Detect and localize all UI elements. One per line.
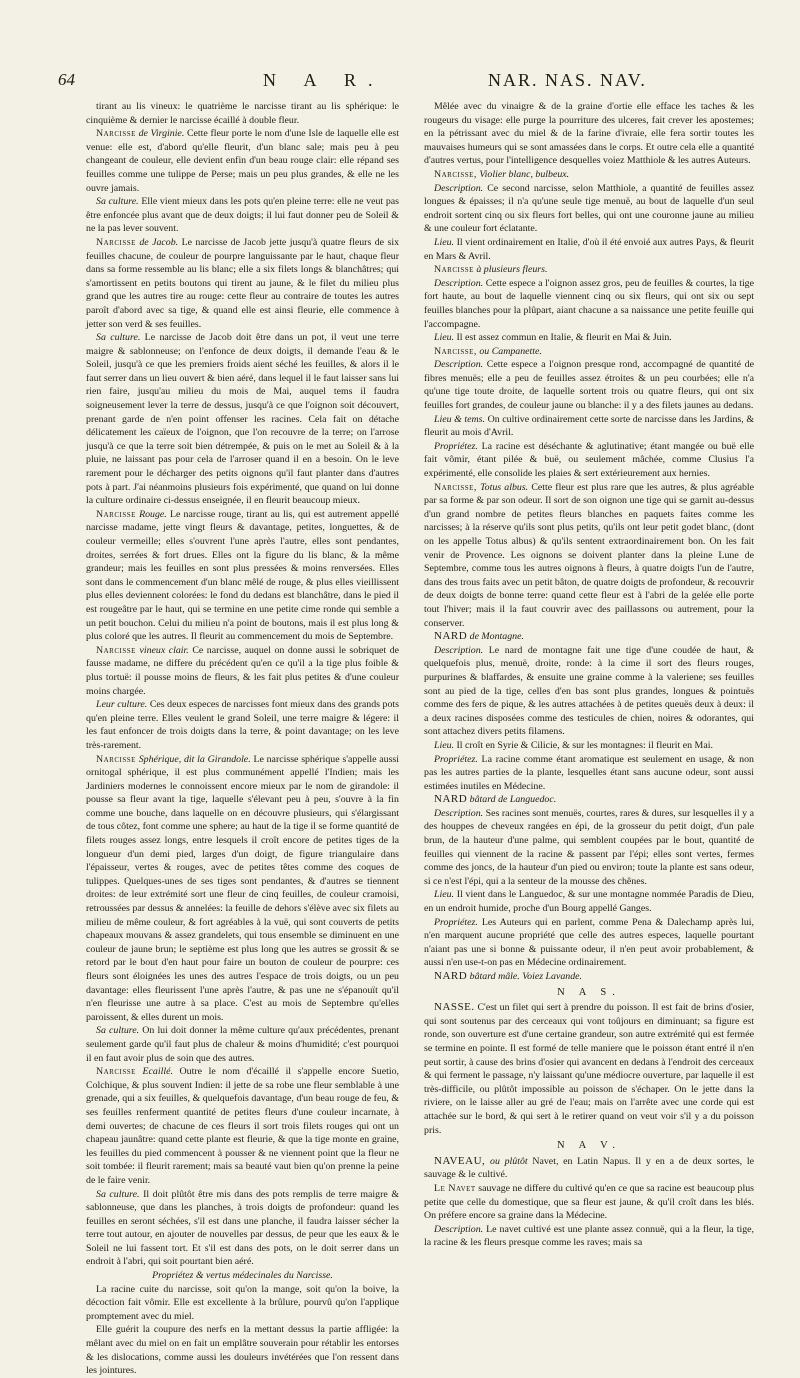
entry-qualifier: de Jacob. xyxy=(139,236,179,248)
paragraph xyxy=(424,440,754,481)
paragraph-text: Le narcisse rouge, tirant au lis, qui est autrement appellé narcisse madame, jette vingt fleurs & davantage, petites, longuettes, & de couleur vermeille; elles s'ouvrent l'une après l'autre, elles sont pendantes, droites, serrées & fort drues. Elles ont la figure du lis blanc, & la même grandeur; mais les feuilles en sont plus pressées & moins renversées. Elles sont dans le commencement d'un blanc mêlé de rouge, & plus elles vieillissent plus elles deviennent colorées: le fond du dedans est blanchâtre, dans le pied il est rougeâtre par le haut, qui se termine en une petite cime ronde qui semble a un petit bouchon. Celui du milieu n'a point de boutons, mais il est plus long & plus coloré que les autres. Il fleurit au commencement du mois de Septembre. xyxy=(86,508,400,643)
paragraph-text: Mêlée avec du vinaigre & de la graine d'ortie elle efface les taches & les rougeurs du visage: elle purge la pourriture des ulceres, fait crever les apostemes; en la pétrissant avec du miel & de la farine d'ivraie, elle fera sortir toutes les mauvaises humeurs qui se sont amassées dans le corps. Et outre cela elle a quantité d'autres vertus, pour l'intelligence desquelles voiez Matthiole & les autres Auteurs. xyxy=(424,101,754,167)
paragraph xyxy=(424,807,754,889)
paragraph xyxy=(424,1182,754,1223)
entry-qualifier: de Virginie. xyxy=(138,128,185,140)
paragraph-text: Le navet cultivé est une plante assez connuë, qui a la fleur, la tige, la racine & les fleurs presque comme les raves; mais sa xyxy=(424,1223,755,1249)
paragraph-text: Ses racines sont menuës, courtes, rares & dures, sur lesquelles il y a des houppes de cheveux rangées en épi, de la grosseur du petit doigt, d'un pale brun, de la hauteur d'une palme, qui semblent coupées par le bout, quantité de feuilles qui viennent de la racine & passent par l'épi; elles sont vertes, fermes comme des joncs, de la hauteur d'un pied ou environ; toute la plante est sans odeur, si ce n'est l'épi, qui a la senteur de la mousse des chênes. xyxy=(424,807,754,887)
paragraph-text: Il vient dans le Languedoc, & sur une montagne nommée Paradis de Dieu, en un endroit humide, proche d'un Bourg appellé Ganges. xyxy=(424,889,755,915)
paragraph-text: Outre le nom d'écaillé il s'appelle encore Suetio, Colchique, & plus souvent Indien: il jette de sa robe une fleur semblable à une grenade, qui a six feuilles, & quelquefois davantage, d'un beau rouge de feu, & ses feuilles renferment quantité de petites fleurs d'une couleur incarnate, à demi ouvertes; de chacune de ces fleurs il sort trois filets rouges qui ont un chapeau jaunâtre: quand cette plante est fleurie, & que la tige monte en graine, les feuilles du pied commencent à pousser & ne viennent point que la fleur ne soit tombée: il fleurit rarement; mais sa beauté vaut bien qu'on prenne la peine de le faire venir. xyxy=(86,1066,399,1186)
paragraph xyxy=(424,1001,754,1137)
subsection-label: Sa culture. xyxy=(96,1188,140,1200)
entry-qualifier: bâtard mâle. Voiez Lavande. xyxy=(469,971,583,982)
subsection-label: Description. xyxy=(434,644,484,656)
entry-headword: NARD xyxy=(434,793,468,806)
entry-headword: Narcisse xyxy=(96,508,136,520)
entry-qualifier: Sphérique, dit la Girandole. xyxy=(138,753,251,765)
paragraph-text: On cultive ordinairement cette sorte de narcisse dans les Jardins, & fleurit au mois d'Avril. xyxy=(424,413,755,439)
subsection-label: Propriétez. xyxy=(434,440,478,452)
entry-headword: Narcisse xyxy=(96,236,136,248)
paragraph xyxy=(424,168,754,182)
paragraph-text: tirant au lis vineux: le quatrième le narcisse tirant au lis sphérique: le cinquième & dernier le narcisse écaillé à double fleur. xyxy=(86,101,399,126)
paragraph xyxy=(424,277,754,331)
paragraph xyxy=(86,1024,399,1065)
paragraph xyxy=(424,1155,754,1182)
entry-qualifier: Rouge. xyxy=(139,508,167,520)
subsection-label: Sa culture. xyxy=(96,332,141,344)
entry-headword: Narcisse, xyxy=(434,481,477,493)
paragraph xyxy=(424,916,754,970)
section-heading: N A V. xyxy=(557,1140,621,1152)
paragraph-text: Il vient ordinairement en Italie, d'où il été envoié aux autres Pays, & fleurit en Mars & Avril. xyxy=(424,236,755,262)
paragraph xyxy=(424,644,754,739)
paragraph xyxy=(86,1283,399,1324)
paragraph xyxy=(86,753,399,1025)
page-number: 64 xyxy=(58,70,75,89)
subsection-label: Lieu. xyxy=(434,236,455,248)
paragraph-text: Le nard de montagne fait une tige d'une coudée de haut, & quelquefois plus, menuë, droite, ronde: à la cime il sort des fleurs rouges, purpurines & blaffardes, & ensuite une graine comme à la valeriene; ses feuilles sont au pied de la tige, celles d'en bas sont plus grandes, longues & pointuës comme des fers de pique, & les autres attachées à de petites queuës deux à deux: il a deux racines disposées comme des testicules de chien, noires & odorantes, qui sont attachez divers petits filamens. xyxy=(424,644,755,738)
entry-headword: NASSE. xyxy=(434,1001,475,1014)
entry-qualifier: Totus albus. xyxy=(480,481,529,493)
entry-headword: NARD xyxy=(434,630,468,643)
subsection-label: Sa culture. xyxy=(96,196,139,208)
paragraph-text: La racine comme étant aromatique est seulement en usage, & non pas les autres parties de la plante, lesquelles étant sans aucune odeur, sont aussi estimées inutiles en Médecine. xyxy=(424,753,754,792)
entry-headword: Narcisse xyxy=(96,753,136,765)
entry-qualifier: à plusieurs fleurs. xyxy=(476,264,548,276)
paragraph xyxy=(424,236,754,263)
running-head-left: N A R. xyxy=(263,70,385,90)
paragraph xyxy=(424,182,754,236)
subsection-label: Description. xyxy=(434,807,484,819)
paragraph-text: Navet, en Latin Napus. Il y en a de deux sortes, le sauvage & le cultivé. xyxy=(424,1155,754,1181)
entry-qualifier: Violier blanc, bulbeux. xyxy=(479,168,570,180)
paragraph xyxy=(424,331,754,345)
entry-qualifier: ou Campanette. xyxy=(479,345,542,357)
paragraph xyxy=(86,508,399,644)
entry-qualifier: de Montagne. xyxy=(469,631,524,643)
entry-qualifier: bâtard de Languedoc. xyxy=(469,794,557,806)
paragraph xyxy=(86,331,399,508)
paragraph-text: Cette espece a l'oignon presque rond, accompagné de quantité de fibres menuës; elle a peu de feuilles assez étroites & un peu courbées; elle n'a qu'une tige toute droite, de laquelle sortent trois ou quatre fleurs, qui ont six feuilles fort grandes, de couleur jaune ou blanche: il y a des filets jaunes au dedans. xyxy=(424,359,754,412)
paragraph xyxy=(424,739,754,753)
paragraph xyxy=(86,698,399,752)
entry-headword: Narcisse xyxy=(96,128,136,140)
paragraph-text: Elle guérit la coupure des nerfs en la mettant dessus la partie affligée: la mêlant avec du miel on en fait un emplâtre souverain pour rétablir les entorses & les dislocations, comme aussi les douleurs invétérées que l'on ressent dans les jointures. xyxy=(86,1324,399,1377)
paragraph xyxy=(424,970,754,984)
paragraph xyxy=(86,1065,399,1187)
entry-headword: NARD xyxy=(434,970,468,982)
paragraph-text: Cette fleur est plus rare que les autres, & plus agréable par sa forme & par son odeur. Il sort de son oignon une tige qui se garnit au-dessus d'un grand nombre de petites fleurs blanches en paquets faites comme les narcisses; à la réserve qu'ils sont plus petits, qu'ils ont leur petit godet blanc, (dont on les appelle Totus albus) & qu'ils sentent extraordinairement bon. On les fait venir de Provence. Les oignons se doivent planter dans la pleine Lune de Septembre, comme tous les autres oignons à fleurs, à quatre doigts l'un de l'autre, dans des trous faits avec un petit bâton, de quatre doigts de profondeur, & recouvrir de deux doigts de bonne terre: quand cette fleur est à l'abri de la gelée elle porte tout l'hiver; mais il la faut couvrir avec des paillassons ou autrement, pour la conserver. xyxy=(424,481,755,629)
paragraph xyxy=(424,1223,754,1250)
entry-headword: Narcisse xyxy=(96,644,136,656)
paragraph-text: Le narcisse de Jacob doit être dans un pot, il veut une terre maigre & sablonneuse; on l'enfonce de deux doigts, il demande l'eau & le Soleil, jusqu'à ce que les premiers froids aient séché les feuilles, & alors il le faut serrer dans un lieu ouvert & bien aéré, dans lequel il le faut laisser sans lui rien faire, jusqu'au milieu du mois de Mai, auquel tems il faudra soigneusement lever la terre de dessus, jusqu'à ce que l'oignon soit découvert, prenant garde de n'en point offenser les racines. Cela fait on détache délicatement les caïeux de l'oignon, que l'on recouvre de la terre; on l'arrose jusqu'à ce que la terre soit bien détrempée, & puis on le met au Soleil & à la pluie, ne laissant pas pour cela de l'arroser quand il en a besoin. On le leve rarement pour le décharger des petits oignons qu'il faut planter dans d'autres pots à part. J'ai néanmoins plusieurs fois expérimenté, que quand on lui donne la culture ordinaire ci-dessus enseignée, il en fleurit beaucoup mieux. xyxy=(86,332,399,507)
subsection-label: Leur culture. xyxy=(96,699,148,711)
paragraph xyxy=(86,236,399,331)
subsection-label: Description. xyxy=(434,1223,484,1235)
paragraph xyxy=(424,413,754,440)
entry-headword: Narcisse, xyxy=(434,345,477,357)
subsection-label: Sa culture. xyxy=(96,1025,140,1037)
paragraph xyxy=(86,100,399,127)
paragraph xyxy=(424,263,754,277)
paragraph-text: Ces deux especes de narcisses font mieux dans des grands pots qu'en pleine terre. Elles veulent le grand Soleil, une terre maigre & légere: il les faut enfoncer de trois doigts dans la terre, & point davantage; on les leve très-rarement. xyxy=(86,699,400,751)
paragraph xyxy=(86,644,399,698)
running-head-right: NAR. NAS. NAV. xyxy=(488,70,647,90)
paragraph xyxy=(424,793,754,807)
subsection-label: Lieu. xyxy=(434,332,455,344)
subsection-label: Lieu & tems. xyxy=(434,413,485,425)
subsection-label: Description. xyxy=(434,359,484,371)
entry-headword: NAVEAU, xyxy=(434,1154,486,1167)
left-column xyxy=(86,100,400,1377)
paragraph-text: sauvage ne differe du cultivé qu'en ce que sa racine est beaucoup plus petite que celle du domestique, que sa fleur est jaune, & qu'il croît dans les blés. On préfere encore sa graine dans la Médecine. xyxy=(424,1182,754,1222)
paragraph-text: Il doit plûtôt être mis dans des pots remplis de terre maigre & sablonneuse, que dans les planches, à trois doigts de profondeur: quand les feuilles en seront séchées, s'il est dans une planche, il faudra laisser sécher la terre tout autour, en ajouter de nouvelles par dessus, de peur que les eaux & le Soleil ne lui fassent tort. Et s'il est dans des pots, on le doit serrer dans un endroit à l'abri, qui soit pourtant bien aéré. xyxy=(86,1188,400,1268)
paragraph-text: C'est un filet qui sert à prendre du poisson. Il est fait de brins d'osier, qui sont soutenus par des cerceaux qui vont toûjours en diminuant; sa figure est ronde, son ouverture est d'une certaine grandeur, son autre extrémité qui est fermée se termine en pointe. Il est formé de telle maniere que le poisson étant entré il n'en peut sortir, à cause des brins d'osier qui avancent en dedans à l'endroit des cerceaux & qui ferment le passage, n'y laissant qu'une médiocre ouverture, par laquelle il est très-difficile, ou plûtôt impossible au poisson de s'échaper. On le jette dans la riviere, on le laisse aller au gré de l'eau; mais on l'arrête avec une corde qui est attachée sur le bord, & qui sert à le retirer quand on veut voir s'il y a du poisson pris. xyxy=(424,1002,754,1136)
paragraph-text: On lui doit donner la même culture qu'aux précédentes, prenant seulement garde qu'il faut plus de chaleur & moins d'humidité; c'est pourquoi il en faut avoir plus de soin que des autres. xyxy=(86,1025,400,1064)
entry-qualifier: Ecaillé. xyxy=(142,1066,173,1078)
paragraph-text: La racine est déséchante & aglutinative; étant mangée ou buë elle fait vômir, étant pilée & buë, ou seulement mâchée, comme Clusius l'a expérimenté, elle consolide les plaies & sert extérieurement aux hernies. xyxy=(424,440,754,480)
entry-qualifier: ou plûtôt xyxy=(490,1155,528,1167)
subsection-label: Propriétez. xyxy=(434,753,478,765)
paragraph xyxy=(424,888,754,915)
page-header xyxy=(58,68,760,94)
paragraph xyxy=(424,100,754,168)
right-column xyxy=(424,100,754,1325)
paragraph-text: Cette fleur porte le nom d'une Isle de laquelle elle est venue: elle est, d'abord qu'elle fleurit, d'un blanc sale; mais peu à peu changeant de couleur, elle devient enfin d'un beau rouge clair: elle répand ses feuilles comme une tulippe de Perse; mais un peu plus grandes, & elle ne les ouvre jamais. xyxy=(86,128,399,194)
paragraph-text: Elle vient mieux dans les pots qu'en pleine terre: elle ne veut pas être enfoncée plus avant que de deux doigts; il lui faut donner peu de Soleil & ne la pas lever souvent. xyxy=(86,196,400,235)
entry-headword: Narcisse, xyxy=(434,168,477,180)
paragraph xyxy=(424,345,754,359)
paragraph xyxy=(424,481,754,631)
subsection-label: Lieu. xyxy=(434,889,455,901)
paragraph-text: La racine cuite du narcisse, soit qu'on la mange, soit qu'on la boive, la décoction fait vômir. Elle est excellente à la brûlure, pourvû qu'on l'applique promptement avec du miel. xyxy=(86,1283,399,1322)
subsection-label: Description. xyxy=(434,182,484,194)
paragraph-text: Les Auteurs qui en parlent, comme Pena & Dalechamp après lui, n'en marquent aucune propriété que celle des autres especes, laquelle pourtant n'aiant pas une si bonne & puissante odeur, il n'en peut avoir probablement, & aussi n'en use-t-on pas en Médecine ordinairement. xyxy=(424,916,755,969)
paragraph xyxy=(424,358,754,412)
paragraph xyxy=(424,630,754,644)
paragraph-text: Il est assez commun en Italie, & fleurit en Mai & Juin. xyxy=(456,332,672,344)
entry-headword: Narcisse xyxy=(96,1066,136,1078)
paragraph-text: Ce narcisse, auquel on donne aussi le sobriquet de fausse madame, ne differe du précédent qu'en ce qu'il a la tige plus foible & plus tortuë: il pousse moins de fleurs, & les fait plus petites & d'une couleur moins chargée. xyxy=(86,644,400,697)
paragraph xyxy=(424,753,754,794)
paragraph xyxy=(86,127,399,195)
paragraph-text: Il croît en Syrie & Cilicie, & sur les montagnes: il fleurit en Mai. xyxy=(456,739,713,751)
subsection-label: Lieu. xyxy=(434,739,455,751)
section-subheading: Propriétez & vertus médecinales du Narcisse. xyxy=(152,1270,333,1282)
paragraph xyxy=(86,195,399,236)
section-heading: N A S. xyxy=(557,986,621,998)
paragraph xyxy=(86,1323,399,1377)
subsection-label: Description. xyxy=(434,277,484,289)
paragraph-text: Le narcisse sphérique s'appelle aussi ornitogal sphérique, il est plus communément appellé l'Indien; mais les Jardiniers modernes le connoissent encore mieux par le nom de girandole: il pousse sa fleur avant la tige, laquelle s'élevant peu à peu, s'ouvre à la fin comme une bouche, dans laquelle on en découvre plusieurs, qui s'élargissant de tous côtez, font comme une sphere; au haut de la tige il se forme quantité de filets rouges assez longs, entre lesquels il croît encore de petites tiges de la longueur d'un demi pied, larges d'un doigt, de figure triangulaire dans l'épaisseur, vertes & rouges, avec de petites têtes comme des coques de tulippes. Quelques-unes de ses tiges sont pendantes, & d'autres se tiennent droites: de leur extrémité sort une fleur de cinq feuilles, de couleur cramoisi, retroussées par dessus & annelées: la feuille de dehors s'élève avec six filets au milieu de même couleur, & fort agréables à la vuë, qui sont couverts de petits chapeaux mouvans & assez grandelets, qui tous ensemble se diminuent en une couleur de jaune brun; le septième est plus long que les autres se grossit & se retord par le bout d'en haut pour faire un bouton de couleur de pourpre: ces fleurs sont éloignées les unes des autres l'espace de trois doigts, ou un peu davantage: elles fleurissent l'une après l'autre, & pas une ne s'épanouït qu'il n'en fleurisse une autre à sa place. C'est au mois de Septembre qu'elles paroissent, & elles durent un mois. xyxy=(86,753,399,1023)
entry-headword: Le Navet xyxy=(434,1182,476,1194)
subsection-label: Propriétez. xyxy=(434,916,478,928)
paragraph-text: Ce second narcisse, selon Matthiole, a quantité de feuilles assez longues & épaisses; il n'a qu'une seule tige menuë, au bout de laquelle d'un seul endroit sortent cinq ou six fleurs fort belles, qui ont une couronne jaune au milieu & une couleur fort éclatante. xyxy=(424,182,754,235)
paragraph-text: Cette espece a l'oignon assez gros, peu de feuilles & courtes, la tige fort haute, au bout de laquelle viennent cinq ou six fleurs, qui ont six ou sept feuilles blanches pour la plûpart, aiant chacune a sa naissance une petite feuille qui l'accompagne. xyxy=(424,277,755,330)
entry-qualifier: vineux clair. xyxy=(139,644,189,656)
paragraph-text: Le narcisse de Jacob jette jusqu'à quatre fleurs de six feuilles chacune, de couleur de pourpre languissante par le haut, chaque fleur dans sa forme ressemble au lis blanc; elle a six filets longs & blanchâtres; qui s'amortissent en petits boutons qui tirent au jaune, & le filet du milieu plus grand que les autres tire au rouge: cette fleur au contraire de toutes les autres paroît d'abord avec sa tige, & quand elle est ainsi fleurie, elle commence à jetter son verd & ses feuilles. xyxy=(86,236,400,330)
entry-headword: Narcisse xyxy=(434,264,474,276)
paragraph xyxy=(86,1188,399,1270)
